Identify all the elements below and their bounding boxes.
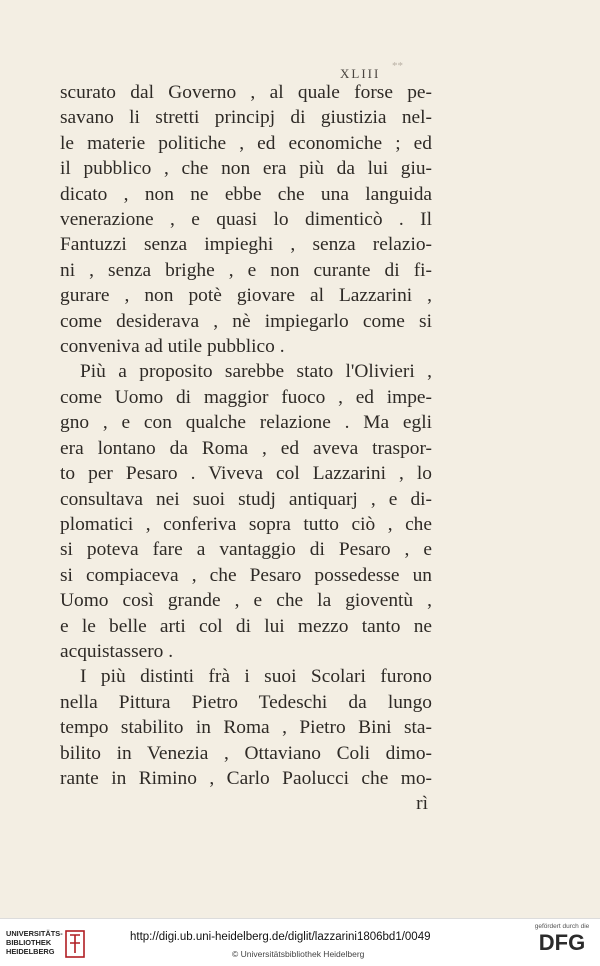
text-line: era lontano da Roma , ed aveva traspor-: [60, 437, 432, 459]
body-text: [60, 80, 432, 817]
text-line: gno , e con qualche relazione . Ma egli: [60, 412, 432, 434]
library-emblem-icon: [64, 929, 86, 959]
text-line: si poteva fare a vantaggio di Pesaro , e: [60, 539, 432, 561]
text-line: savano li stretti principj di giustizia nel-: [60, 107, 432, 129]
funded-by-text: gefördert durch die: [534, 923, 590, 930]
catchword: rì: [416, 793, 428, 815]
text-line: Fantuzzi senza impieghi , senza relazio-: [60, 234, 432, 256]
text-line: ni , senza brighe , e non curante di fi-: [60, 259, 432, 281]
page-number: XLIII: [340, 66, 381, 81]
text-line: si compiaceva , che Pesaro possedesse un: [60, 564, 432, 586]
text-line: come Uomo di maggior fuoco , ed impe-: [60, 386, 432, 408]
text-line: Uomo così grande , e che la gioventù ,: [60, 590, 432, 612]
funder-badge[interactable]: [528, 923, 596, 956]
text-line: acquistassero .: [60, 640, 174, 662]
dfg-logo: DFG: [538, 930, 586, 955]
permalink-url[interactable]: http://digi.ub.uni-heidelberg.de/diglit/lazzarini1806bd1/0049: [130, 931, 431, 943]
text-line: scurato dal Governo , al quale forse pe-: [60, 82, 432, 103]
text-line: conveniva ad utile pubblico .: [60, 336, 285, 358]
library-logo[interactable]: [6, 929, 86, 961]
text-line: consultava nei suoi studj antiquarj , e di-: [60, 488, 432, 510]
text-line: le materie politiche , ed economiche ; ed: [60, 132, 432, 154]
text-line: venerazione , e quasi lo dimenticò . Il: [60, 209, 432, 231]
footer-bar: [0, 918, 600, 966]
copyright-notice: © Universitätsbibliothek Heidelberg: [232, 949, 365, 959]
text-line: to per Pesaro . Viveva col Lazzarini , lo: [60, 463, 432, 485]
text-line: Più a proposito sarebbe stato l'Olivieri ,: [80, 361, 432, 383]
text-line: I più distinti frà i suoi Scolari furono: [80, 666, 432, 688]
text-line: nella Pittura Pietro Tedeschi da lungo: [60, 691, 432, 713]
text-line: tempo stabilito in Roma , Pietro Bini sta-: [60, 717, 432, 739]
text-line: bilito in Venezia , Ottaviano Coli dimo-: [60, 742, 432, 764]
library-name-line1: UNIVERSITÄTS-: [6, 929, 63, 938]
text-line: plomatici , conferiva sopra tutto ciò , che: [60, 513, 432, 535]
library-name-line3: HEIDELBERG: [6, 947, 55, 956]
signature-mark: **: [392, 60, 403, 72]
text-line: e le belle arti col di lui mezzo tanto ne: [60, 615, 432, 637]
text-line: rante in Rimino , Carlo Paolucci che mo-: [60, 767, 432, 789]
text-line: come desiderava , nè impiegarlo come si: [60, 310, 432, 332]
library-name: [6, 929, 63, 956]
text-line: dicato , non ne ebbe che una languida: [60, 183, 432, 205]
text-line: il pubblico , che non era più da lui giu-: [60, 158, 432, 180]
library-name-line2: BIBLIOTHEK: [6, 938, 52, 947]
text-line: gurare , non potè giovare al Lazzarini ,: [60, 285, 432, 307]
